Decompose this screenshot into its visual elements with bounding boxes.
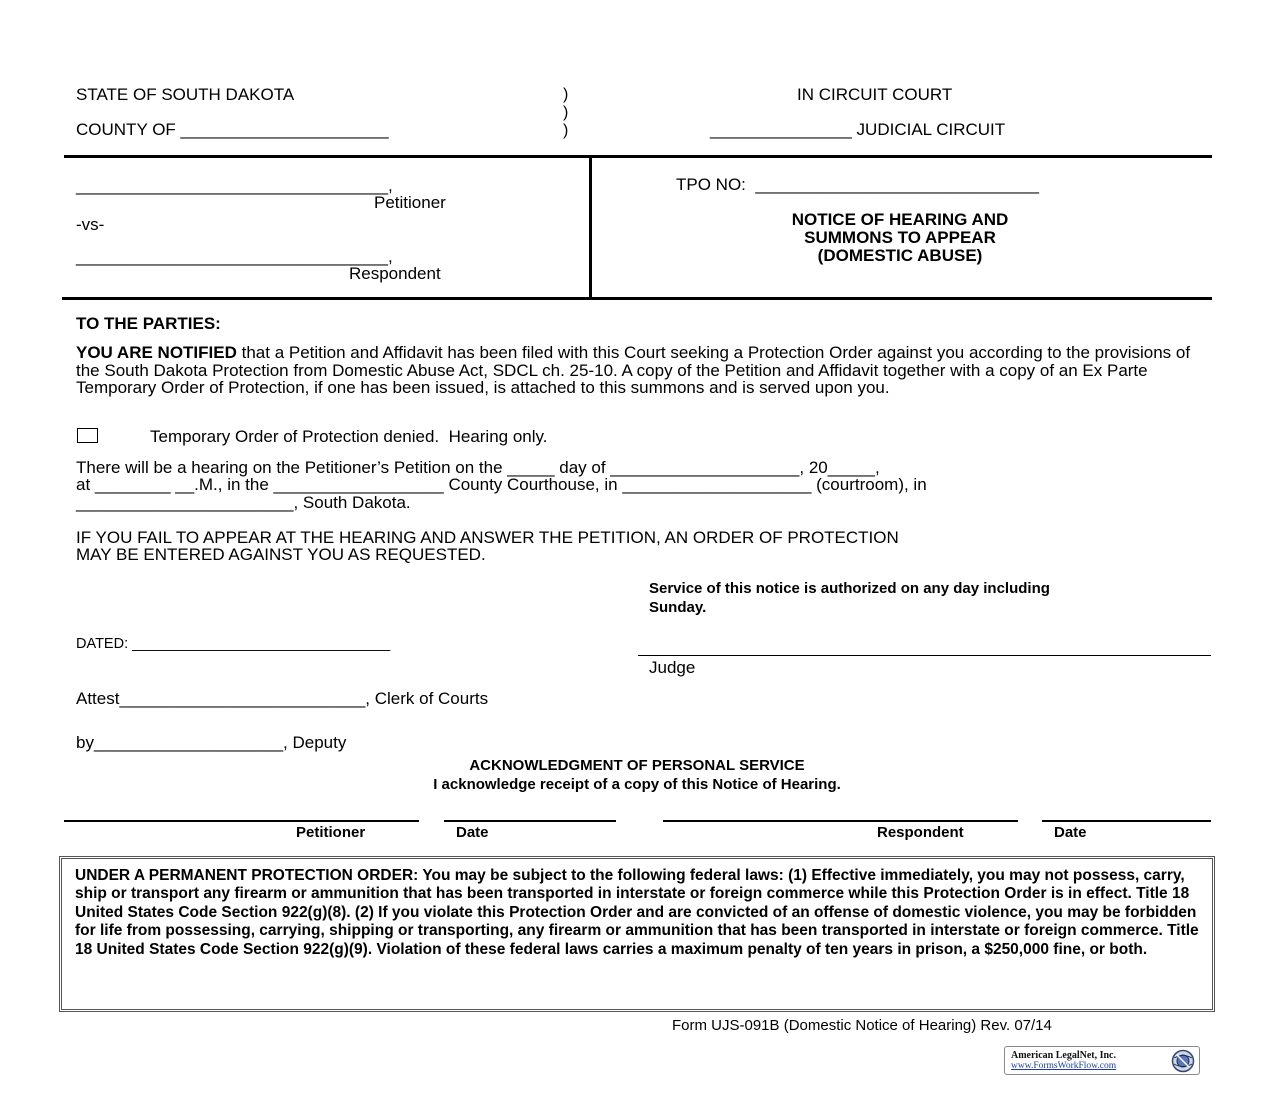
federal-law-lead: UNDER A PERMANENT PROTECTION ORDER: <box>75 867 419 884</box>
divider <box>64 155 1212 158</box>
respondent-date-line <box>1042 820 1211 822</box>
date-label: Date <box>1054 824 1087 841</box>
acknowledgment-title: ACKNOWLEDGMENT OF PERSONAL SERVICE <box>469 757 805 774</box>
logo-url-link[interactable]: www.FormsWorkFlow.com <box>1011 1061 1117 1071</box>
notice-paragraph <box>76 344 1201 397</box>
date-label: Date <box>456 824 489 841</box>
hearing-only-checkbox[interactable] <box>77 428 98 443</box>
divider <box>589 156 592 299</box>
respondent-sign-label: Respondent <box>877 824 964 841</box>
hearing-line: _______________________, South Dakota. <box>76 493 411 512</box>
federal-law-text <box>75 867 1200 959</box>
judge-signature-line <box>638 655 1211 656</box>
tpo-number-field: TPO NO: ______________________________ <box>676 175 1039 194</box>
document-title: (DOMESTIC ABUSE) <box>817 246 983 265</box>
court-label: IN CIRCUIT COURT <box>797 85 953 104</box>
petitioner-date-line <box>444 820 616 822</box>
judicial-circuit-label: _______________ JUDICIAL CIRCUIT <box>710 120 1006 139</box>
state-label: STATE OF SOUTH DAKOTA <box>76 85 295 104</box>
document-title: SUMMONS TO APPEAR <box>804 228 996 247</box>
hearing-only-label: Temporary Order of Protection denied. Hearing only. <box>150 427 548 446</box>
judge-label: Judge <box>649 658 696 677</box>
service-note: Service of this notice is authorized on any day including <box>649 580 1050 597</box>
dated-field: DATED: ________________________________ <box>76 636 391 652</box>
caption-paren: ) <box>563 86 569 103</box>
document-title: NOTICE OF HEARING AND <box>791 210 1009 229</box>
globe-icon <box>1171 1049 1195 1073</box>
to-parties-heading: TO THE PARTIES: <box>76 314 221 333</box>
acknowledgment-text: I acknowledge receipt of a copy of this Notice of Hearing. <box>433 776 841 793</box>
respondent-label: Respondent <box>349 264 441 283</box>
petitioner-sign-label: Petitioner <box>296 824 366 841</box>
divider <box>62 297 1212 300</box>
county-label: COUNTY OF ______________________ <box>76 120 389 139</box>
attest-field: Attest__________________________, Clerk of Courts <box>76 689 489 708</box>
failure-warning: MAY BE ENTERED AGAINST YOU AS REQUESTED. <box>76 545 486 564</box>
petitioner-label: Petitioner <box>374 193 446 212</box>
caption-paren: ) <box>563 104 569 121</box>
logo-company-name: American LegalNet, Inc. <box>1011 1050 1116 1061</box>
deputy-field: by____________________, Deputy <box>76 733 347 752</box>
notified-text: that a Petition and Affidavit has been filed with this Court seeking a Protection Order against you according to the provisions of the South Dakota Protection from Domestic Abuse Act, SDCL ch. 25-10. A copy of the Petition and Affidavit together with a copy of an Ex Parte Temporary Order of Protection, if one has been issued, is attached to this summons and is served upon you. <box>76 343 1191 398</box>
petitioner-signature-line <box>64 820 419 822</box>
service-note: Sunday. <box>649 599 707 616</box>
americanlegalnet-logo[interactable] <box>1004 1046 1200 1075</box>
failure-warning: IF YOU FAIL TO APPEAR AT THE HEARING AND ANSWER THE PETITION, AN ORDER OF PROTECTION <box>76 528 899 547</box>
hearing-line: at ________ __.M., in the __________________ County Courthouse, in ____________________ (courtroom), in <box>76 475 927 494</box>
respondent-signature-line <box>663 820 1018 822</box>
caption-paren: ) <box>563 122 569 139</box>
petitioner-name-line: _________________________________, <box>76 176 393 195</box>
form-id: Form UJS-091B (Domestic Notice of Hearing) Rev. 07/14 <box>672 1017 1052 1034</box>
notified-lead: YOU ARE NOTIFIED <box>76 343 237 362</box>
respondent-name-line: _________________________________, <box>76 247 393 266</box>
hearing-line: There will be a hearing on the Petitioner’s Petition on the _____ day of ____________________, 20_____, <box>76 458 880 477</box>
versus-label: -vs- <box>76 215 105 234</box>
federal-law-body: You may be subject to the following federal laws: (1) Effective immediately, you may not possess, carry, ship or transport any firearm or ammunition that has been transported in interstate or foreign commerce while this Protection Order is in effect. Title 18 United States Code Section 922(g)(8). (2) If you violate this Protection Order and are convicted of an offense of domestic violence, you may be forbidden for life from possessing, carrying, shipping or transporting, any firearm or ammunition that has been transported in interstate or foreign commerce. Title 18 United States Code Section 922(g)(9). Violation of these federal laws carries a maximum penalty of ten years in prison, a $250,000 fine, or both. <box>75 867 1199 958</box>
